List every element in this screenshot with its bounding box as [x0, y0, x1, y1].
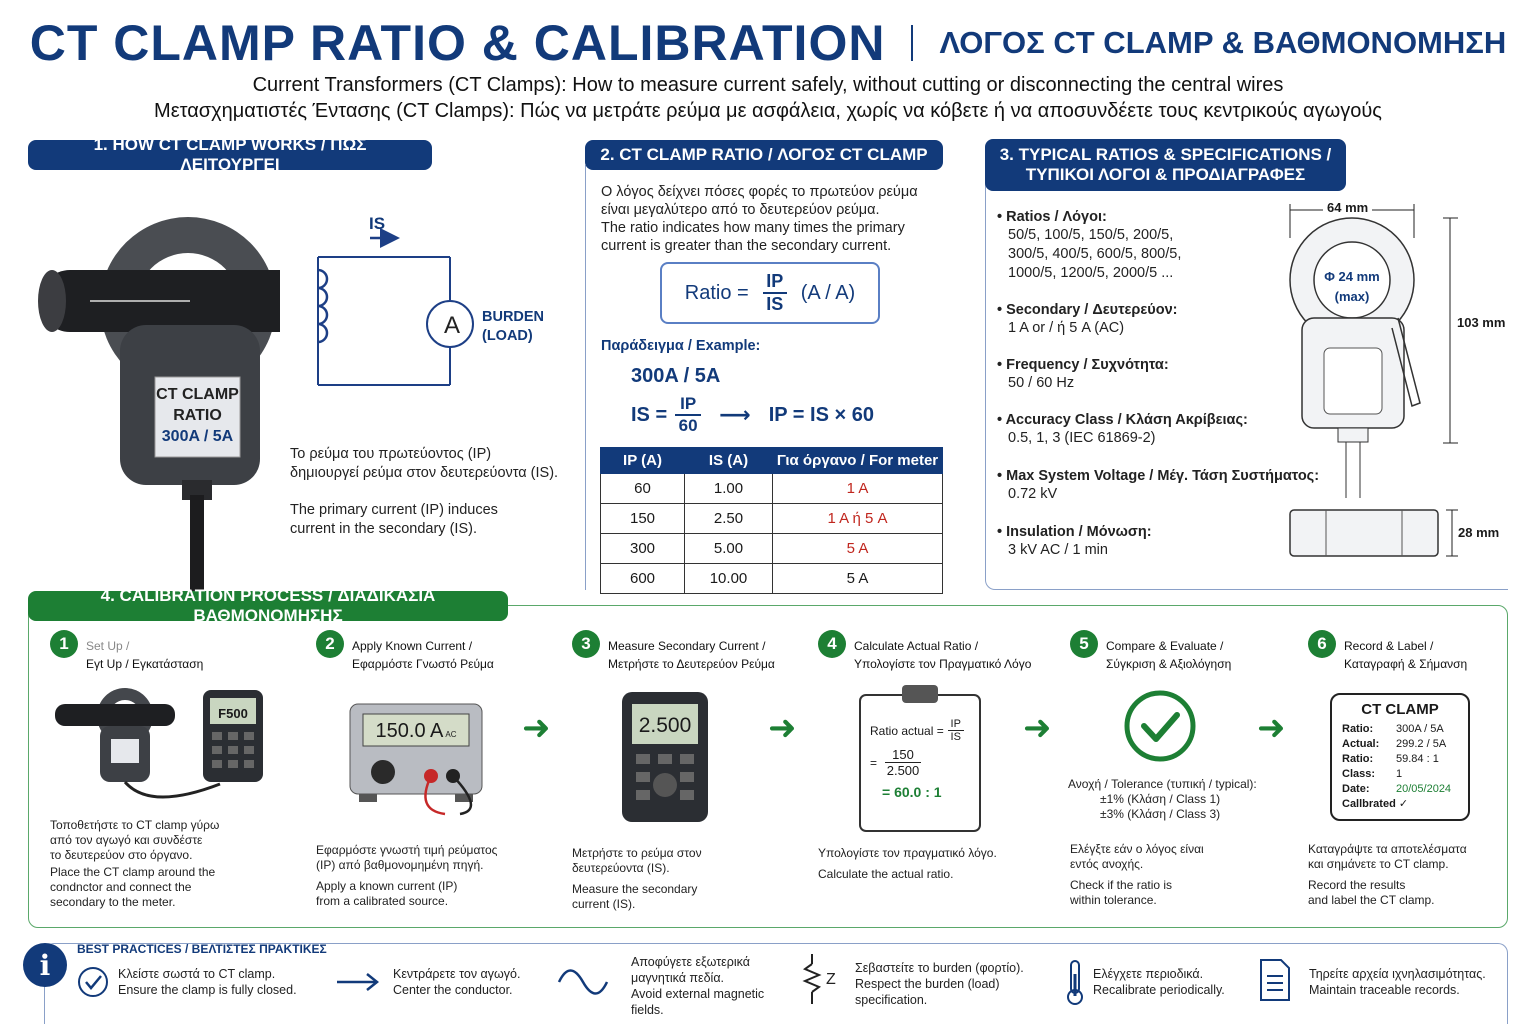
formula-denominator: IS	[766, 294, 784, 314]
step-description-2	[316, 843, 546, 909]
best-practice-en: Avoid external magnetic fields.	[631, 987, 765, 1017]
best-practice-gr: Ελέγχετε περιοδικά.	[1093, 967, 1204, 981]
label-card-key: Ratio:	[1342, 723, 1374, 735]
step-desc-gr: Εφαρμόστε γνωστή τιμή ρεύματος	[316, 843, 498, 857]
arrow-right-icon	[333, 965, 383, 1004]
spec-label-text: Frequency / Συχνότητα:	[1006, 357, 1169, 373]
best-practice-en: Respect the burden (load) specification.	[855, 977, 1000, 1007]
step-desc-gr: Τοποθετήστε το CT clamp γύρω	[50, 818, 220, 832]
best-practice-en: Maintain traceable records.	[1309, 983, 1460, 997]
table-header-3: Για όργανο / For meter	[773, 448, 943, 474]
step-desc-gr: εντός ανοχής.	[1070, 857, 1144, 871]
example-formula	[631, 393, 874, 437]
step-title-line1: Apply Known Current /	[352, 639, 473, 653]
best-practice-item-6	[1309, 966, 1509, 998]
step-title-6	[1344, 637, 1467, 673]
table-cell: 1 A ή 5 A	[773, 504, 943, 534]
table-cell: 5 A	[773, 564, 943, 594]
step-desc-gr: από τον αγωγό και συνδέστε	[50, 833, 203, 847]
step-desc-en: within tolerance.	[1070, 893, 1157, 907]
step-title-line2: Καταγραφή & Σήμανση	[1344, 657, 1468, 671]
step-number-2: 2	[316, 630, 344, 658]
step-desc-en: Place the CT clamp around the	[50, 865, 216, 879]
tolerance-title: Ανοχή / Tolerance (τυπική / typical):	[1068, 777, 1257, 791]
label-card-key: Class:	[1342, 768, 1376, 780]
spec-label-text: Max System Voltage / Μέγ. Τάση Συστήματος:	[1006, 468, 1320, 484]
label-card-value: 59.84 : 1	[1396, 753, 1439, 765]
label-card-key: Actual:	[1342, 738, 1380, 750]
step-desc-gr: δευτερεύοντα (IS).	[572, 861, 670, 875]
spec-label: • Ratios / Λόγοι:	[997, 209, 1107, 225]
table-cell: 5 A	[773, 534, 943, 564]
dim-depth: 28 mm	[1458, 525, 1500, 540]
dim-bore-line2: (max)	[1334, 289, 1370, 304]
step-desc-en: condnctor and connect the	[50, 880, 192, 894]
page-title-greek: ΛΟΓΟΣ CT CLAMP & ΒΑΘΜΟΝΟΜΗΣΗ	[939, 25, 1507, 60]
thermometer-icon	[1063, 958, 1087, 1011]
intro-gr-line2: είναι μεγαλύτερο από το δευτερεύον ρεύμα.	[601, 202, 880, 218]
spec-item	[997, 301, 1177, 338]
step-number-6: 6	[1308, 630, 1336, 658]
label-card-rows	[1342, 722, 1458, 797]
step-desc-gr: και σημάνετε το CT clamp.	[1308, 857, 1449, 871]
table-cell: 1 A	[773, 474, 943, 504]
checkmark-circle-icon	[1122, 688, 1198, 764]
spec-value: 50/5, 100/5, 150/5, 200/5,	[1008, 227, 1174, 243]
calc-label: Ratio actual =	[870, 723, 944, 738]
step-desc-gr: Υπολογίστε τον πραγματικό λόγο.	[818, 846, 997, 860]
burden-line1: BURDEN	[482, 309, 545, 325]
calc-result: = 60.0 : 1	[882, 784, 942, 800]
desc-en-line2: current in the secondary (IS).	[290, 521, 477, 537]
section4-heading: 4. CALIBRATION PROCESS / ΔΙΑΔΙΚΑΣΙΑ ΒΑΘΜΟΝΟΜΗΣΗΣ	[28, 591, 508, 621]
step-arrow-4: ➜	[1257, 709, 1286, 747]
step-title-line2: Σύγκριση & Αξιολόγηση	[1106, 657, 1232, 671]
label-card-row	[1342, 737, 1458, 752]
spec-item	[997, 208, 1181, 283]
meter-reading: 2.500	[638, 714, 692, 737]
ct-dimension-drawing	[1280, 198, 1490, 608]
best-practice-en: Recalibrate periodically.	[1093, 983, 1225, 997]
calibrated-text: Callbrated ✓	[1342, 798, 1409, 810]
spec-item	[997, 467, 1319, 504]
step-description-4	[818, 846, 1048, 882]
svg-text:Z: Z	[826, 971, 836, 988]
impedance-icon	[800, 952, 844, 1011]
section3-heading-line1: 3. TYPICAL RATIOS & SPECIFICATIONS /	[999, 145, 1332, 165]
table-cell: 1.00	[685, 474, 773, 504]
label-card-calibrated	[1342, 797, 1458, 810]
spec-value: 300/5, 400/5, 600/5, 800/5,	[1008, 246, 1182, 262]
intro-en-line1: The ratio indicates how many times the primary	[601, 220, 905, 236]
section3-heading-line2: ΤΥΠΙΚΟΙ ΛΟΓΟΙ & ΠΡΟΔΙΑΓΡΑΦΕΣ	[1025, 165, 1306, 184]
step-desc-en: Record the results	[1308, 878, 1406, 892]
spec-value: 0.72 kV	[1008, 486, 1058, 502]
step-desc-en: Check if the ratio is	[1070, 878, 1173, 892]
section2-border	[585, 165, 587, 590]
ratio-table	[600, 447, 943, 594]
label-card-row	[1342, 767, 1458, 782]
calc-block	[870, 718, 970, 800]
spec-value: 1000/5, 1200/5, 2000/5 ...	[1008, 265, 1174, 281]
label-card-row	[1342, 782, 1458, 797]
spec-label: • Max System Voltage / Μέγ. Τάση Συστήματος:	[997, 468, 1320, 484]
intro-en-line2: current is greater than the secondary current.	[601, 238, 892, 254]
burden-label	[482, 308, 544, 346]
sine-wave-icon	[555, 965, 611, 1004]
table-row	[601, 564, 943, 594]
step-title-line2: Εφαρμόστε Γνωστό Ρεύμα	[352, 657, 494, 671]
current-source-illustration	[345, 700, 495, 820]
table-cell: 5.00	[685, 534, 773, 564]
step-arrow-1: ➜	[522, 709, 551, 747]
spec-value: 0.5, 1, 3 (IEC 61869-2)	[1008, 430, 1156, 446]
step-title-4	[854, 637, 1031, 673]
step-arrow-3: ➜	[1023, 709, 1052, 747]
dim-width: 64 mm	[1323, 200, 1372, 215]
step-desc-en: from a calibrated source.	[316, 894, 449, 908]
spec-label-text: Accuracy Class / Κλάση Ακρίβειας:	[1005, 412, 1248, 428]
step-desc-gr: (IP) από βαθμονομημένη πηγή.	[316, 858, 484, 872]
page-title-row	[0, 14, 1536, 72]
document-icon	[1257, 958, 1293, 1007]
formula-left: Ratio =	[684, 281, 749, 304]
label-card-row	[1342, 752, 1458, 767]
table-cell: 2.50	[685, 504, 773, 534]
section2-heading: 2. CT CLAMP RATIO / ΛΟΓΟΣ CT CLAMP	[585, 140, 943, 170]
meter-illustration	[620, 690, 710, 825]
step-number-3: 3	[572, 630, 600, 658]
best-practice-en: Ensure the clamp is fully closed.	[118, 983, 297, 997]
step-desc-gr: Μετρήστε το ρεύμα στον	[572, 846, 702, 860]
step-number-1: 1	[50, 630, 78, 658]
calc-denominator-value: 2.500	[886, 763, 920, 778]
label-card-value: 299.2 / 5A	[1396, 738, 1447, 750]
step-desc-gr: Καταγράψτε τα αποτελέσματα	[1308, 842, 1467, 856]
step-title-line1: Calculate Actual Ratio /	[854, 639, 979, 653]
example-result: IP = IS × 60	[768, 403, 874, 426]
spec-value: 3 kV AC / 1 min	[1008, 542, 1108, 558]
step-desc-en: secondary to the meter.	[50, 895, 176, 909]
label-card-value: 1	[1396, 768, 1403, 780]
ct-label-line2: RATIO	[173, 407, 222, 424]
step-desc-en: Calculate the actual ratio.	[818, 867, 954, 881]
desc-gr-line1: Το ρεύμα του πρωτεύοντος (IP)	[290, 446, 492, 462]
label-card-title: CT CLAMP	[1361, 701, 1439, 718]
step-title-line2: Εγt Up / Εγκατάσταση	[86, 657, 204, 671]
best-practice-gr: Τηρείτε αρχεία ιχνηλασιμότητας.	[1309, 967, 1486, 981]
ratio-intro	[601, 183, 918, 255]
dim-bore	[1314, 267, 1390, 307]
formula-fraction	[763, 271, 787, 315]
example-label: Παράδειγμα / Example:	[601, 338, 761, 354]
label-card-key: Date:	[1342, 783, 1370, 795]
spec-item	[997, 411, 1248, 448]
table-cell: 300	[601, 534, 685, 564]
ct-label-ratio: 300A / 5A	[161, 428, 234, 445]
table-header-2: IS (A)	[685, 448, 773, 474]
table-cell: 60	[601, 474, 685, 504]
step-title-line2: Μετρήστε το Δευτερεύον Ρεύμα	[608, 657, 775, 671]
label-card-key: Ratio:	[1342, 753, 1374, 765]
best-practice-item-1	[118, 966, 318, 998]
calc-fraction	[948, 718, 964, 743]
table-header-1: IP (A)	[601, 448, 685, 474]
step-number-4: 4	[818, 630, 846, 658]
tolerance-class3: ±3% (Κλάση / Class 3)	[1100, 807, 1221, 821]
spec-label-text: Ratios / Λόγοι:	[1006, 209, 1107, 225]
calc-values: = 150 2.500	[870, 747, 920, 778]
step-description-6	[1308, 842, 1536, 908]
step-desc-gr: Ελέγξτε εάν ο λόγος είναι	[1070, 842, 1204, 856]
section1-description-greek	[290, 445, 558, 483]
step-title-1	[86, 637, 203, 673]
label-card-value: 20/05/2024	[1396, 783, 1452, 795]
calc-numerator-value: 150	[892, 747, 914, 762]
calc-formula	[870, 718, 970, 743]
spec-item	[997, 523, 1152, 560]
title-divider	[911, 25, 913, 61]
step-desc-gr: το δευτερεύον στο όργανο.	[50, 848, 193, 862]
calc-denominator: IS	[950, 731, 961, 743]
best-practice-gr: Κεντράρετε τον αγωγό.	[393, 967, 521, 981]
circuit-diagram	[300, 205, 530, 395]
example-fraction	[675, 394, 701, 436]
subtitle-english: Current Transformers (CT Clamps): How to measure current safely, without cutting or disconnecting the central wires	[252, 74, 1284, 96]
step-description-5	[1070, 842, 1300, 908]
step-title-3	[608, 637, 775, 673]
table-row	[601, 504, 943, 534]
step-description-1	[50, 818, 280, 910]
section3-heading	[985, 139, 1346, 191]
spec-label: • Insulation / Μόνωση:	[997, 524, 1152, 540]
check-circle-icon	[76, 965, 110, 1004]
formula-unit: (A / A)	[800, 281, 856, 304]
example-arrow: ⟶	[719, 402, 751, 427]
spec-value: 1 A or / ή 5 A (AC)	[1008, 320, 1125, 336]
tolerance-block	[1068, 777, 1268, 822]
desc-en-line1: The primary current (IP) induces	[290, 502, 498, 518]
step-title-line1: Record & Label /	[1344, 639, 1434, 653]
step-arrow-2: ➜	[768, 709, 797, 747]
ammeter-symbol: A	[443, 312, 460, 339]
spec-label-text: Secondary / Δευτερεύον:	[1006, 302, 1178, 318]
tolerance-class1: ±1% (Κλάση / Class 1)	[1100, 792, 1221, 806]
step-number-5: 5	[1070, 630, 1098, 658]
spec-value: 50 / 60 Hz	[1008, 375, 1075, 391]
calc-numerator: IP	[950, 718, 961, 730]
best-practices-heading: BEST PRACTICES / ΒΕΛΤΙΣΤΕΣ ΠΡΑΚΤΙΚΕΣ	[77, 942, 327, 956]
spec-label: • Frequency / Συχνότητα:	[997, 357, 1169, 373]
example-denominator: 60	[678, 416, 698, 435]
section1-description-english	[290, 501, 498, 539]
setup-illustration	[50, 676, 270, 806]
spec-label: • Secondary / Δευτερεύον:	[997, 302, 1178, 318]
step-desc-en: current (IS).	[572, 897, 636, 911]
spec-label: • Accuracy Class / Κλάση Ακρίβειας:	[997, 412, 1248, 428]
step-desc-en: Measure the secondary	[572, 882, 698, 896]
ratio-formula-box	[660, 262, 880, 324]
intro-gr-line1: Ο λόγος δείχνει πόσες φορές το πρωτεύον ρεύμα	[601, 184, 918, 200]
ct-label-card	[1330, 693, 1470, 821]
section1-heading: 1. HOW CT CLAMP WORKS / ΠΩΣ ΛΕΙΤΟΥΡΓΕΙ	[28, 140, 432, 170]
spec-label-text: Insulation / Μόνωση:	[1006, 524, 1152, 540]
source-value: 150.0 A	[375, 720, 444, 742]
step-desc-en: and label the CT clamp.	[1308, 893, 1435, 907]
best-practice-en: Center the conductor.	[393, 983, 513, 997]
example-numerator: IP	[680, 394, 697, 413]
table-cell: 600	[601, 564, 685, 594]
label-card-value: 300A / 5A	[1396, 723, 1444, 735]
step-title-line1: Compare & Evaluate /	[1106, 639, 1224, 653]
setup-meter-display: F500	[218, 706, 248, 721]
subtitle-greek: Μετασχηματιστές Έντασης (CT Clamps): Πώς να μετράτε ρεύμα με ασφάλεια, χωρίς να κόβετε ή να αποσυνδέετε τους κεντρικούς αγωγούς	[154, 100, 1382, 122]
burden-line2: (LOAD)	[482, 328, 533, 344]
spec-item	[997, 356, 1169, 393]
example-is: IS =	[631, 403, 668, 426]
desc-gr-line2: δημιουργεί ρεύμα στον δευτερεύοντα (IS).	[290, 465, 559, 481]
ct-clamp-label	[155, 384, 240, 447]
table-row	[601, 534, 943, 564]
ct-label-line1: CT CLAMP	[156, 386, 239, 403]
source-display	[363, 720, 469, 743]
source-unit: AC	[445, 730, 457, 739]
step-title-2	[352, 637, 494, 673]
dim-height: 103 mm	[1457, 315, 1506, 330]
step-title-line1: Set Up /	[86, 639, 130, 653]
step-desc-en: Apply a known current (IP)	[316, 879, 458, 893]
table-cell: 10.00	[685, 564, 773, 594]
dim-bore-line1: Φ 24 mm	[1324, 269, 1380, 284]
best-practice-gr: Κλείστε σωστά το CT clamp.	[118, 967, 276, 981]
step-title-line2: Υπολογίστε τον Πραγματικό Λόγο	[854, 657, 1032, 671]
example-ratio: 300A / 5A	[631, 365, 721, 387]
page-title: CT CLAMP RATIO & CALIBRATION	[29, 15, 886, 71]
calc-fraction-values	[885, 747, 921, 778]
table-row	[601, 474, 943, 504]
formula-numerator: IP	[766, 271, 784, 291]
best-practice-gr: Σεβαστείτε το burden (φορτίο).	[855, 961, 1024, 975]
table-cell: 150	[601, 504, 685, 534]
secondary-current-label: IS	[369, 214, 386, 233]
step-description-3	[572, 846, 802, 912]
info-icon: i	[23, 943, 67, 987]
step-title-line1: Measure Secondary Current /	[608, 639, 766, 653]
best-practice-item-4	[855, 960, 1045, 1008]
best-practice-gr: Αποφύγετε εξωτερικά μαγνητικά πεδία.	[631, 955, 750, 985]
step-title-5	[1106, 637, 1231, 673]
best-practice-item-3	[631, 954, 781, 1018]
label-card-row	[1342, 722, 1458, 737]
